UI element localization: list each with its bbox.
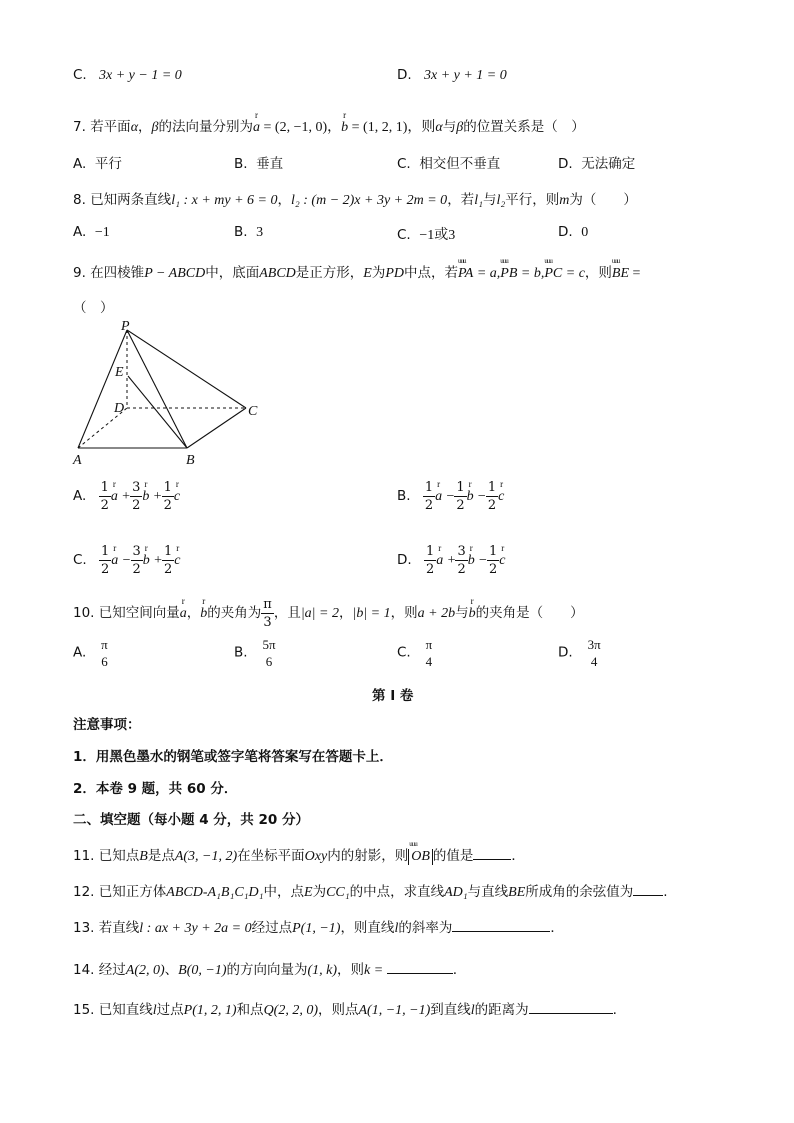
- q9-text: 中点，若: [404, 265, 459, 281]
- q14-text: ，则: [337, 962, 365, 978]
- denominator: 2: [163, 498, 172, 513]
- option-expression: 3x + y − 1 = 0: [99, 68, 182, 83]
- q9-eq: = a,: [473, 266, 501, 281]
- q14-text: 的方向向量为: [226, 962, 308, 978]
- sign: +: [447, 553, 456, 568]
- answer-blank[interactable]: [633, 883, 663, 896]
- q8-text: 已知两条直线: [90, 192, 172, 208]
- q7-value: = (2, −1, 0)，: [260, 120, 342, 135]
- answer-blank[interactable]: [529, 1001, 613, 1014]
- q15-text: .: [612, 1002, 617, 1018]
- option-text: 3: [256, 225, 264, 240]
- numerator: 3: [457, 544, 466, 559]
- fraction: [130, 479, 142, 514]
- q8-line-l1: l₁ : x + my + 6 = 0: [171, 193, 278, 208]
- volume-title: 第 I 卷: [372, 688, 414, 704]
- option-fraction: [586, 636, 603, 670]
- q10-option-b: [234, 636, 278, 670]
- vector: r a: [435, 489, 442, 505]
- question-number: 9.: [73, 265, 86, 281]
- q11-point-b: B: [139, 849, 148, 864]
- q9-vector-pb: uuu PB: [500, 266, 517, 282]
- q14-k: k =: [364, 963, 387, 978]
- q13-text: ，则直线: [340, 920, 395, 936]
- q13-l: l: [394, 921, 399, 936]
- question-number: 8.: [73, 192, 86, 208]
- option-label: D.: [558, 156, 573, 172]
- q9-text: 中，底面: [205, 265, 260, 281]
- fraction: [424, 543, 436, 578]
- q12-text: 所成角的余弦值为: [525, 884, 634, 900]
- q12-text: 已知正方体: [98, 884, 167, 900]
- answer-blank[interactable]: [452, 919, 550, 932]
- q9-text: 是正方形，: [295, 265, 364, 281]
- q8-text: 为（ ）: [569, 192, 637, 208]
- q12-cube: ABCD-A₁B₁C₁D₁: [166, 885, 264, 900]
- q10-vector-b: r b: [469, 606, 476, 622]
- option-label: A.: [73, 644, 87, 661]
- notice-item-2: 2．本卷 9 题，共 60 分．: [73, 781, 238, 797]
- numerator: π: [425, 637, 433, 652]
- q7-option-c: [397, 152, 500, 172]
- option-label: D.: [397, 67, 412, 83]
- option-text: 无法确定: [581, 156, 636, 172]
- vector: r b: [468, 553, 475, 569]
- q12-text: 的中点，求直线: [349, 884, 445, 900]
- q7-vector-b: r b: [341, 120, 348, 136]
- numerator: 1: [163, 480, 172, 495]
- q15-l: l: [470, 1003, 475, 1018]
- q12-text: 中，点: [263, 884, 305, 900]
- numerator: 1: [424, 480, 434, 495]
- option-expression: 3x + y + 1 = 0: [423, 68, 507, 83]
- vector: r c: [499, 553, 505, 569]
- fraction: [423, 479, 435, 514]
- q14-direction-vector: (1, k): [307, 963, 338, 978]
- question-8-stem: [73, 188, 637, 209]
- q10-text: ，: [186, 605, 201, 621]
- option-expression: [99, 543, 180, 578]
- q14-text: 、: [164, 962, 179, 978]
- option-fraction: [424, 636, 435, 670]
- q7-value: = (1, 2, 1)，则: [348, 120, 436, 135]
- q8-option-d: [558, 224, 588, 241]
- q13-point: P(1, −1): [292, 921, 341, 936]
- option-text: −1或3: [419, 228, 456, 243]
- denominator: 4: [590, 654, 598, 669]
- denominator: 2: [487, 498, 497, 513]
- numerator: 1: [163, 544, 173, 559]
- notice-title: 注意事项：: [73, 717, 141, 733]
- q9-text: 为: [371, 265, 386, 281]
- q10-abs-a: |a| = 2: [300, 606, 339, 621]
- q8-option-c: [397, 224, 455, 244]
- sign: +: [122, 489, 131, 504]
- q12-line-ad1: AD₁: [444, 885, 468, 900]
- option-label: C.: [397, 227, 411, 243]
- vector: r c: [498, 489, 504, 505]
- sign: −: [122, 553, 131, 568]
- numerator: 3: [132, 544, 141, 559]
- q10-option-a: [73, 636, 110, 670]
- q15-text: 和点: [236, 1002, 264, 1018]
- question-9-stem: [73, 261, 640, 282]
- q12-text: 为: [312, 884, 327, 900]
- q11-vector-ob-abs: uuu OB: [408, 849, 433, 865]
- question-7-stem: [73, 115, 585, 136]
- denominator: 4: [425, 654, 433, 669]
- option-label: C.: [73, 552, 87, 568]
- q13-text: 若直线: [98, 920, 140, 936]
- fraction: [131, 543, 143, 578]
- q7-beta: β: [151, 120, 159, 135]
- option-label: A.: [73, 224, 87, 240]
- q7-beta: β: [456, 120, 464, 135]
- q7-option-b: [234, 152, 283, 172]
- vector: r a: [111, 553, 118, 569]
- q9-option-c: [73, 543, 180, 578]
- option-text: −1: [94, 225, 110, 240]
- q15-text: 到直线: [430, 1002, 471, 1018]
- numerator: 1: [487, 480, 497, 495]
- fraction: [99, 479, 111, 514]
- numerator: π: [101, 637, 108, 652]
- q11-text: 内的射影，则: [327, 848, 409, 864]
- label-p: P: [121, 319, 130, 334]
- denominator: 2: [132, 498, 141, 513]
- question-14: [73, 958, 457, 979]
- option-label: B.: [397, 488, 411, 504]
- edge-pb: [127, 330, 187, 448]
- q12-text: .: [663, 884, 668, 900]
- q11-text: 的值是: [432, 848, 474, 864]
- q15-point-p: P(1, 2, 1): [183, 1003, 237, 1018]
- sign: −: [479, 553, 487, 568]
- part-title: 二、填空题（每小题 4 分，共 20 分）: [73, 812, 309, 828]
- q14-point-a: A(2, 0): [125, 963, 165, 978]
- q10-text: 的夹角为: [207, 605, 262, 621]
- option-expression: [424, 543, 505, 578]
- numerator: 3π: [587, 637, 601, 652]
- numerator: 1: [101, 544, 110, 559]
- option-label: C.: [73, 67, 87, 83]
- fraction: [99, 543, 111, 578]
- option-label: B.: [234, 156, 248, 172]
- option-label: B.: [234, 644, 248, 661]
- q9-answer-paren: （ ）: [73, 300, 114, 316]
- numerator: 1: [100, 480, 109, 495]
- option-label: C.: [397, 644, 411, 661]
- q14-text: .: [452, 962, 458, 978]
- question-11: [73, 844, 525, 865]
- denominator: 2: [457, 562, 466, 577]
- q11-text: 是点: [147, 848, 175, 864]
- label-a: A: [73, 453, 82, 468]
- denominator: 3: [263, 615, 272, 630]
- q14-point-b: B(0, −1): [178, 963, 227, 978]
- answer-blank[interactable]: [473, 847, 511, 860]
- q10-text: ，: [338, 605, 353, 621]
- numerator: 1: [425, 544, 435, 559]
- numerator: 1: [456, 480, 465, 495]
- question-number: 14.: [73, 962, 95, 978]
- q9-eq: = c: [562, 266, 585, 281]
- q8-option-b: [234, 224, 263, 241]
- sign: −: [477, 489, 486, 504]
- edge-bc: [187, 408, 246, 448]
- q7-text: 的法向量分别为: [158, 119, 254, 135]
- question-number: 12.: [73, 884, 95, 900]
- q9-vector-pa: uuu PA: [458, 266, 473, 282]
- q6-option-c: [73, 67, 182, 84]
- q12-line-be: BE: [508, 885, 526, 900]
- q15-text: 过点: [156, 1002, 184, 1018]
- q7-option-a: [73, 152, 122, 172]
- option-text: 相交但不垂直: [419, 156, 501, 172]
- edge-pa: [78, 330, 127, 448]
- q7-vector-a: r a: [253, 120, 260, 136]
- question-number: 7.: [73, 119, 86, 135]
- denominator: 2: [100, 498, 109, 513]
- answer-blank[interactable]: [387, 961, 453, 974]
- option-label: D.: [558, 224, 573, 240]
- option-expression: [423, 479, 504, 514]
- q10-abs-b: |b| = 1: [352, 606, 391, 621]
- question-number: 15.: [73, 1002, 95, 1018]
- q7-alpha: α: [130, 120, 139, 135]
- q10-vector-a: r a: [180, 606, 187, 622]
- question-15: [73, 998, 617, 1019]
- q9-vector-be: uuu BE: [612, 266, 629, 282]
- q9-base: ABCD: [259, 266, 296, 281]
- q15-l: l: [152, 1003, 157, 1018]
- q11-text: ．: [511, 848, 525, 864]
- fraction: [455, 543, 467, 578]
- numerator: π: [263, 597, 272, 612]
- question-number: 13.: [73, 920, 95, 936]
- q11-text: 已知点: [98, 848, 140, 864]
- q10-vector-b: r b: [200, 606, 207, 622]
- option-label: D.: [558, 644, 573, 661]
- q7-alpha: α: [435, 120, 443, 135]
- q13-line: l : ax + 3y + 2a = 0: [139, 921, 252, 936]
- option-text: 平行: [94, 156, 122, 172]
- fraction: [162, 543, 174, 578]
- sign: +: [153, 489, 162, 504]
- q13-text: ．: [550, 920, 564, 936]
- option-text: 0: [581, 225, 589, 240]
- question-10-stem: [73, 596, 584, 631]
- q9-vector-pc: uuu PC: [544, 266, 562, 282]
- option-label: A.: [73, 156, 87, 172]
- q8-m: m: [559, 193, 570, 208]
- vector: r c: [174, 489, 180, 505]
- vector: r a: [111, 489, 118, 505]
- denominator: 2: [488, 562, 498, 577]
- q9-pyramid: P − ABCD: [144, 266, 206, 281]
- q9-segment-pd: PD: [385, 266, 405, 281]
- q9-option-a: [73, 479, 180, 514]
- q7-text: 的位置关系是（ ）: [463, 119, 585, 135]
- sign: −: [446, 489, 455, 504]
- q15-text: 已知直线: [98, 1002, 153, 1018]
- option-fraction: [260, 636, 277, 670]
- label-c: C: [248, 404, 258, 419]
- denominator: 6: [101, 654, 108, 669]
- q8-text: ，: [277, 192, 291, 208]
- vector: r a: [436, 553, 443, 569]
- q10-expression: a + 2b: [417, 606, 456, 621]
- fraction: [162, 479, 174, 514]
- q7-option-d: [558, 152, 635, 172]
- q8-l1: l₁: [474, 193, 483, 208]
- q9-option-d: [397, 543, 505, 578]
- q9-eq: =: [629, 266, 641, 281]
- q15-text: 的距离为: [474, 1002, 529, 1018]
- option-label: C.: [397, 156, 411, 172]
- notice-item-1: 1．用黑色墨水的钢笔或签字笔将答案写在答题卡上．: [73, 749, 393, 765]
- q10-option-d: [558, 636, 603, 670]
- denominator: 6: [265, 654, 273, 669]
- label-e: E: [115, 365, 124, 380]
- question-number: 10.: [73, 605, 95, 621]
- question-13: [73, 916, 564, 937]
- fraction: [487, 543, 499, 578]
- q10-text: 已知空间向量: [98, 605, 180, 621]
- label-d: D: [114, 401, 125, 416]
- q10-angle-fraction: [261, 596, 274, 631]
- question-number: 11.: [73, 848, 95, 864]
- vector: r b: [142, 489, 149, 505]
- q13-text: 经过点: [251, 920, 293, 936]
- fraction: [486, 479, 498, 514]
- q8-l2: l₂: [496, 193, 506, 208]
- denominator: 2: [132, 562, 141, 577]
- q10-option-c: [397, 636, 434, 670]
- option-text: 垂直: [256, 156, 284, 172]
- numerator: 5π: [262, 637, 276, 652]
- q12-edge-cc1: CC₁: [326, 885, 350, 900]
- q9-text: 在四棱锥: [90, 265, 145, 281]
- q11-plane: Oxy: [304, 849, 328, 864]
- q9-text: ，则: [584, 265, 612, 281]
- numerator: 1: [488, 544, 498, 559]
- denominator: 2: [456, 498, 465, 513]
- q14-text: 经过: [98, 962, 126, 978]
- pyramid-figure: [70, 318, 270, 468]
- segment-be: [128, 376, 187, 448]
- q9-option-b: [397, 479, 504, 514]
- sign: +: [154, 553, 162, 568]
- vector: r c: [174, 553, 180, 569]
- q7-text: 若平面: [90, 119, 131, 135]
- q8-text: 与: [482, 192, 497, 208]
- denominator: 2: [101, 562, 110, 577]
- q11-point-a: A(3, −1, 2): [174, 849, 238, 864]
- q11-text: 在坐标平面: [237, 848, 305, 864]
- denominator: 2: [424, 498, 434, 513]
- option-fraction: [99, 636, 110, 670]
- vector: r b: [467, 489, 474, 505]
- q13-text: 的斜率为: [398, 920, 453, 936]
- option-label: B.: [234, 224, 248, 240]
- q8-text: ，若: [447, 192, 475, 208]
- q10-text: 的夹角是（ ）: [475, 605, 584, 621]
- denominator: 2: [425, 562, 435, 577]
- q10-text: 与: [455, 605, 469, 621]
- fraction: [454, 479, 466, 514]
- label-b: B: [186, 453, 195, 468]
- question-12: [73, 880, 668, 901]
- q8-option-a: [73, 224, 110, 241]
- q7-text: ，: [138, 119, 152, 135]
- q15-text: ，则点: [318, 1002, 359, 1018]
- vector: r b: [143, 553, 150, 569]
- q12-text: 与直线: [467, 884, 509, 900]
- option-expression: [99, 479, 180, 514]
- q10-text: ，且: [273, 605, 301, 621]
- numerator: 3: [132, 480, 141, 495]
- option-label: A.: [73, 488, 87, 504]
- q8-text: 平行，则: [505, 192, 560, 208]
- option-label: D.: [397, 552, 412, 568]
- q6-option-d: [397, 67, 507, 84]
- q9-point-e: E: [363, 266, 372, 281]
- q9-eq: = b,: [517, 266, 545, 281]
- q10-text: ，则: [390, 605, 418, 621]
- denominator: 2: [163, 562, 173, 577]
- q15-point-a: A(1, −1, −1): [358, 1003, 431, 1018]
- q12-point-e: E: [304, 885, 313, 900]
- q7-text: 与: [442, 119, 457, 135]
- q15-point-q: Q(2, 2, 0): [263, 1003, 318, 1018]
- q8-line-l2: l₂ : (m − 2)x + 3y + 2m = 0: [291, 193, 448, 208]
